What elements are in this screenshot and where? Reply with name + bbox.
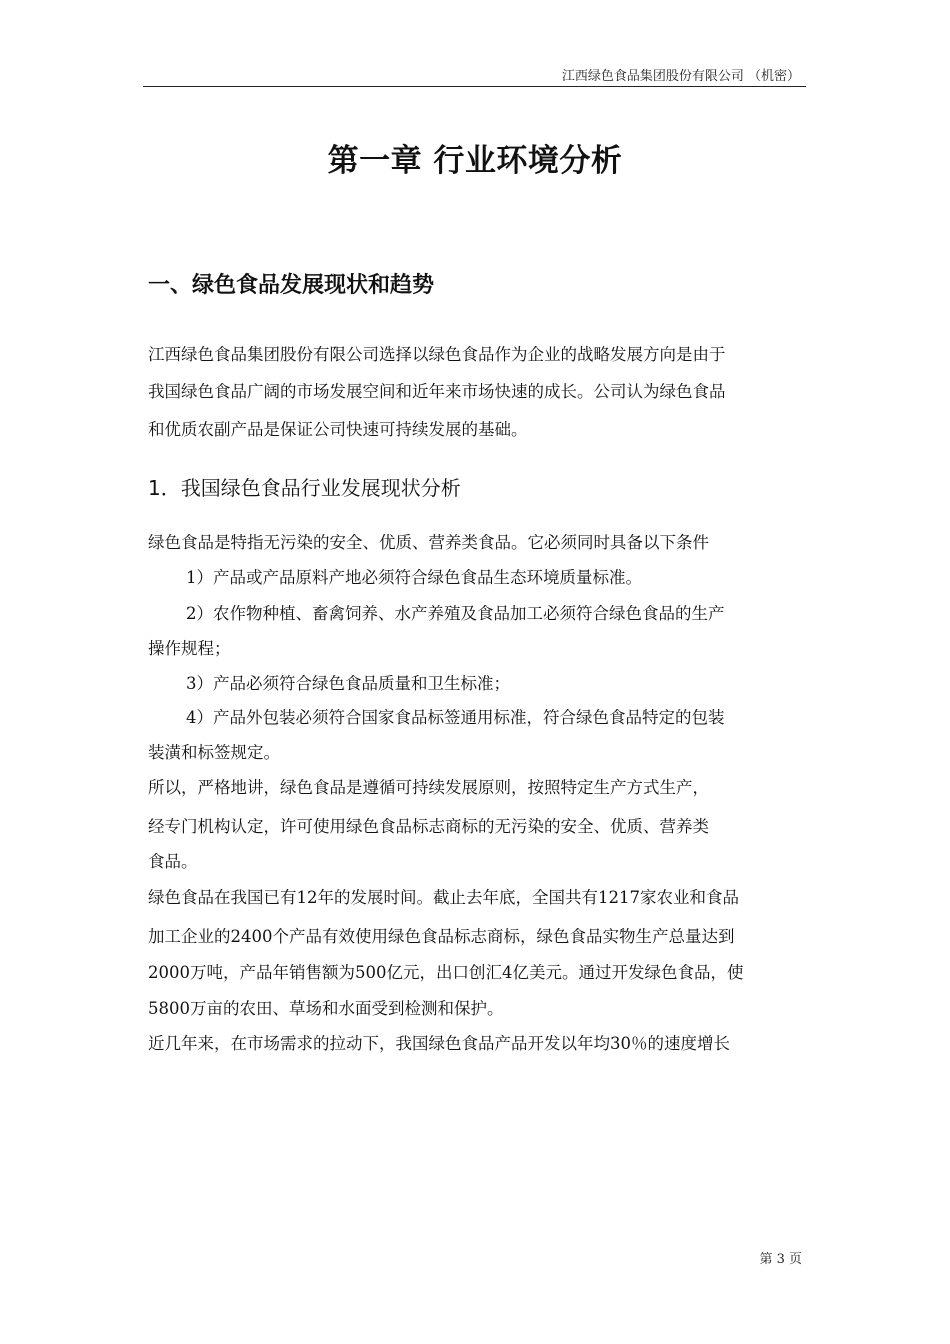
body-line: 3）产品必须符合绿色食品质量和卫生标准； bbox=[186, 674, 510, 693]
intro-line: 江西绿色食品集团股份有限公司选择以绿色食品作为企业的战略发展方向是由于 bbox=[148, 345, 726, 364]
body-line: 近几年来，在市场需求的拉动下，我国绿色食品产品开发以年均30％的速度增长 bbox=[148, 1034, 730, 1053]
body-line: 食品。 bbox=[148, 852, 198, 871]
body-line: 绿色食品在我国已有12年的发展时间。截止去年底，全国共有1217家农业和食品 bbox=[148, 888, 739, 907]
intro-line: 我国绿色食品广阔的市场发展空间和近年来市场快速的成长。公司认为绿色食品 bbox=[148, 382, 726, 401]
body-line: 操作规程； bbox=[148, 639, 231, 658]
page-number: 第 3 页 bbox=[759, 1252, 802, 1267]
body-line: 2）农作物种植、畜禽饲养、水产养殖及食品加工必须符合绿色食品的生产 bbox=[186, 604, 725, 623]
body-line: 装潢和标签规定。 bbox=[148, 743, 280, 762]
body-line: 加工企业的2400个产品有效使用绿色食品标志商标，绿色食品实物生产总量达到 bbox=[148, 927, 735, 946]
body-line: 经专门机构认定，许可使用绿色食品标志商标的无污染的安全、优质、营养类 bbox=[148, 817, 709, 836]
section-title: 一、绿色食品发展现状和趋势 bbox=[148, 273, 435, 298]
body-line: 4）产品外包装必须符合国家食品标签通用标准，符合绿色食品特定的包装 bbox=[186, 708, 725, 727]
body-line: 所以，严格地讲，绿色食品是遵循可持续发展原则，按照特定生产方式生产， bbox=[148, 778, 709, 797]
body-line: 绿色食品是特指无污染的安全、优质、营养类食品。它必须同时具备以下条件 bbox=[148, 533, 709, 552]
subsection-title: 1．我国绿色食品行业发展现状分析 bbox=[148, 476, 461, 500]
page-header bbox=[143, 64, 806, 87]
body-line: 5800万亩的农田、草场和水面受到检测和保护。 bbox=[148, 999, 504, 1018]
body-line: 1）产品或产品原料产地必须符合绿色食品生态环境质量标准。 bbox=[186, 568, 642, 587]
header-company-text: 江西绿色食品集团股份有限公司 （机密） bbox=[561, 69, 800, 84]
intro-line: 和优质农副产品是保证公司快速可持续发展的基础。 bbox=[148, 420, 528, 439]
body-line: 2000万吨，产品年销售额为500亿元，出口创汇4亿美元。通过开发绿色食品，使 bbox=[148, 963, 744, 982]
chapter-title: 第一章 行业环境分析 bbox=[327, 143, 623, 179]
